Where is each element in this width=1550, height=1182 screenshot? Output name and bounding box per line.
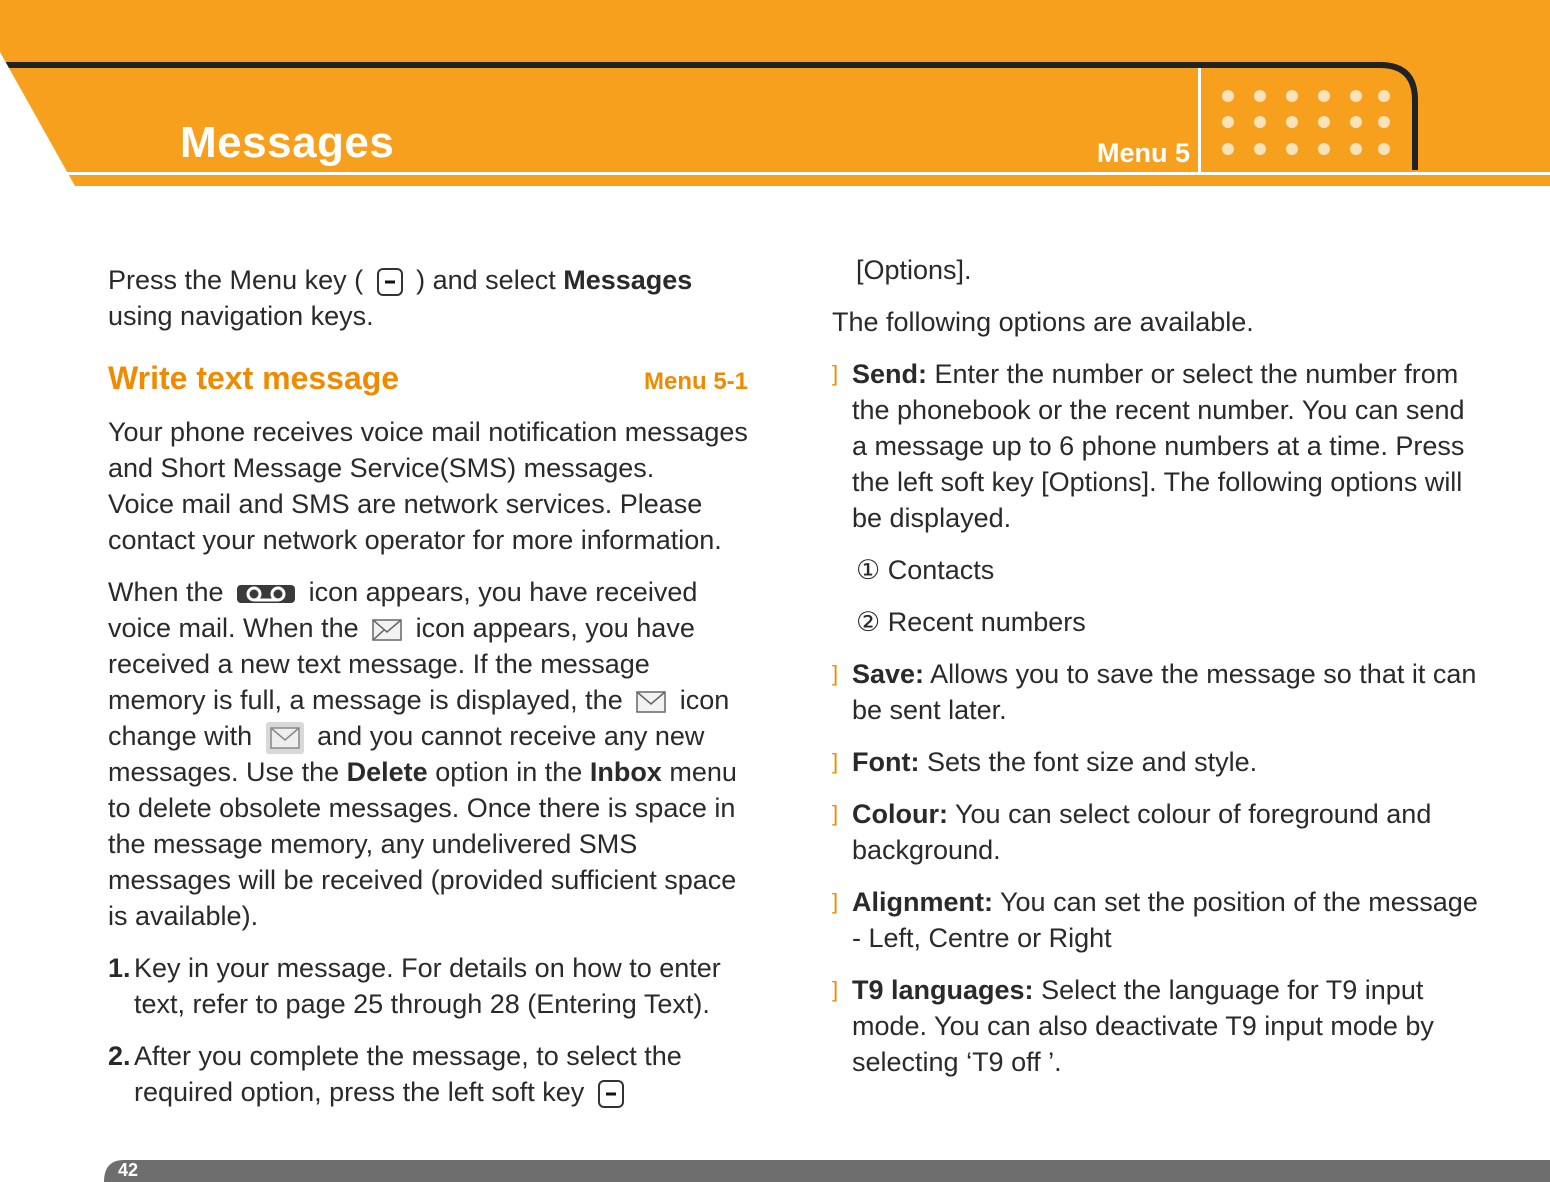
soft-key-icon <box>598 1080 624 1108</box>
footer-bar <box>0 1160 1550 1182</box>
option-save: ] Save: Allows you to save the message so that it can be sent later. <box>832 659 1477 725</box>
left-column <box>108 262 748 1110</box>
suboption-recent-numbers: ② Recent numbers <box>856 607 1086 637</box>
envelope-icon <box>636 690 666 714</box>
right-column <box>832 252 1482 1080</box>
option-send: ] Send: Enter the number or select the number from the phonebook or the recent number. You can send a message up to 6 phone numbers at a time. Press the left soft key [Options]. The following options will be displayed. <box>832 359 1465 533</box>
options-intro: The following options are available. <box>832 307 1254 337</box>
page-number: 42 <box>118 1160 139 1180</box>
envelope-icon <box>372 618 402 642</box>
suboption-contacts: ① Contacts <box>856 555 995 585</box>
option-t9-languages: ] T9 languages: Select the language for T9 input mode. You can also deactivate T9 input mode by selecting ‘T9 off ’. <box>832 975 1434 1077</box>
paragraph-icons: When the icon appears, you have received voice mail. When the icon appears, you have received a new text message. If the message memory is full, a message is displayed, the icon change with and you cannot receive any new messages. Use the Delete option in the Inbox menu to delete obsolete messages. Once there is space in the message memory, any undelivered SMS messages will be received (provided sufficient space is available). <box>108 577 737 931</box>
header-banner <box>0 0 1550 200</box>
envelope-full-icon <box>266 722 304 754</box>
paragraph-network-info: Voice mail and SMS are network services. Please contact your network operator for more information. <box>108 489 722 555</box>
step-1: 1. Key in your message. For details on how to enter text, refer to page 25 through 28 (Entering Text). <box>108 953 721 1019</box>
page-header <box>0 0 1550 200</box>
section-menu-number: Menu 5-1 <box>643 368 748 395</box>
step-2-continuation: [Options]. <box>856 255 972 285</box>
option-alignment: ] Alignment: You can set the position of the message - Left, Centre or Right <box>832 887 1478 953</box>
voicemail-icon <box>237 583 295 605</box>
option-colour: ] Colour: You can select colour of foreground and background. <box>832 799 1432 865</box>
section-header <box>108 360 748 400</box>
paragraph-sms-info: Your phone receives voice mail notification messages and Short Message Service(SMS) messages. <box>108 417 748 483</box>
soft-key-icon <box>377 268 403 296</box>
intro-paragraph: Press the Menu key ( ) and select Messages using navigation keys. <box>108 265 693 331</box>
option-font: ] Font: Sets the font size and style. <box>832 747 1258 777</box>
step-2: 2. After you complete the message, to select the required option, press the left soft key <box>108 1041 682 1107</box>
menu-number: Menu 5 <box>1096 138 1190 168</box>
section-title: Write text message <box>108 360 400 396</box>
page-title: Messages <box>180 118 395 167</box>
